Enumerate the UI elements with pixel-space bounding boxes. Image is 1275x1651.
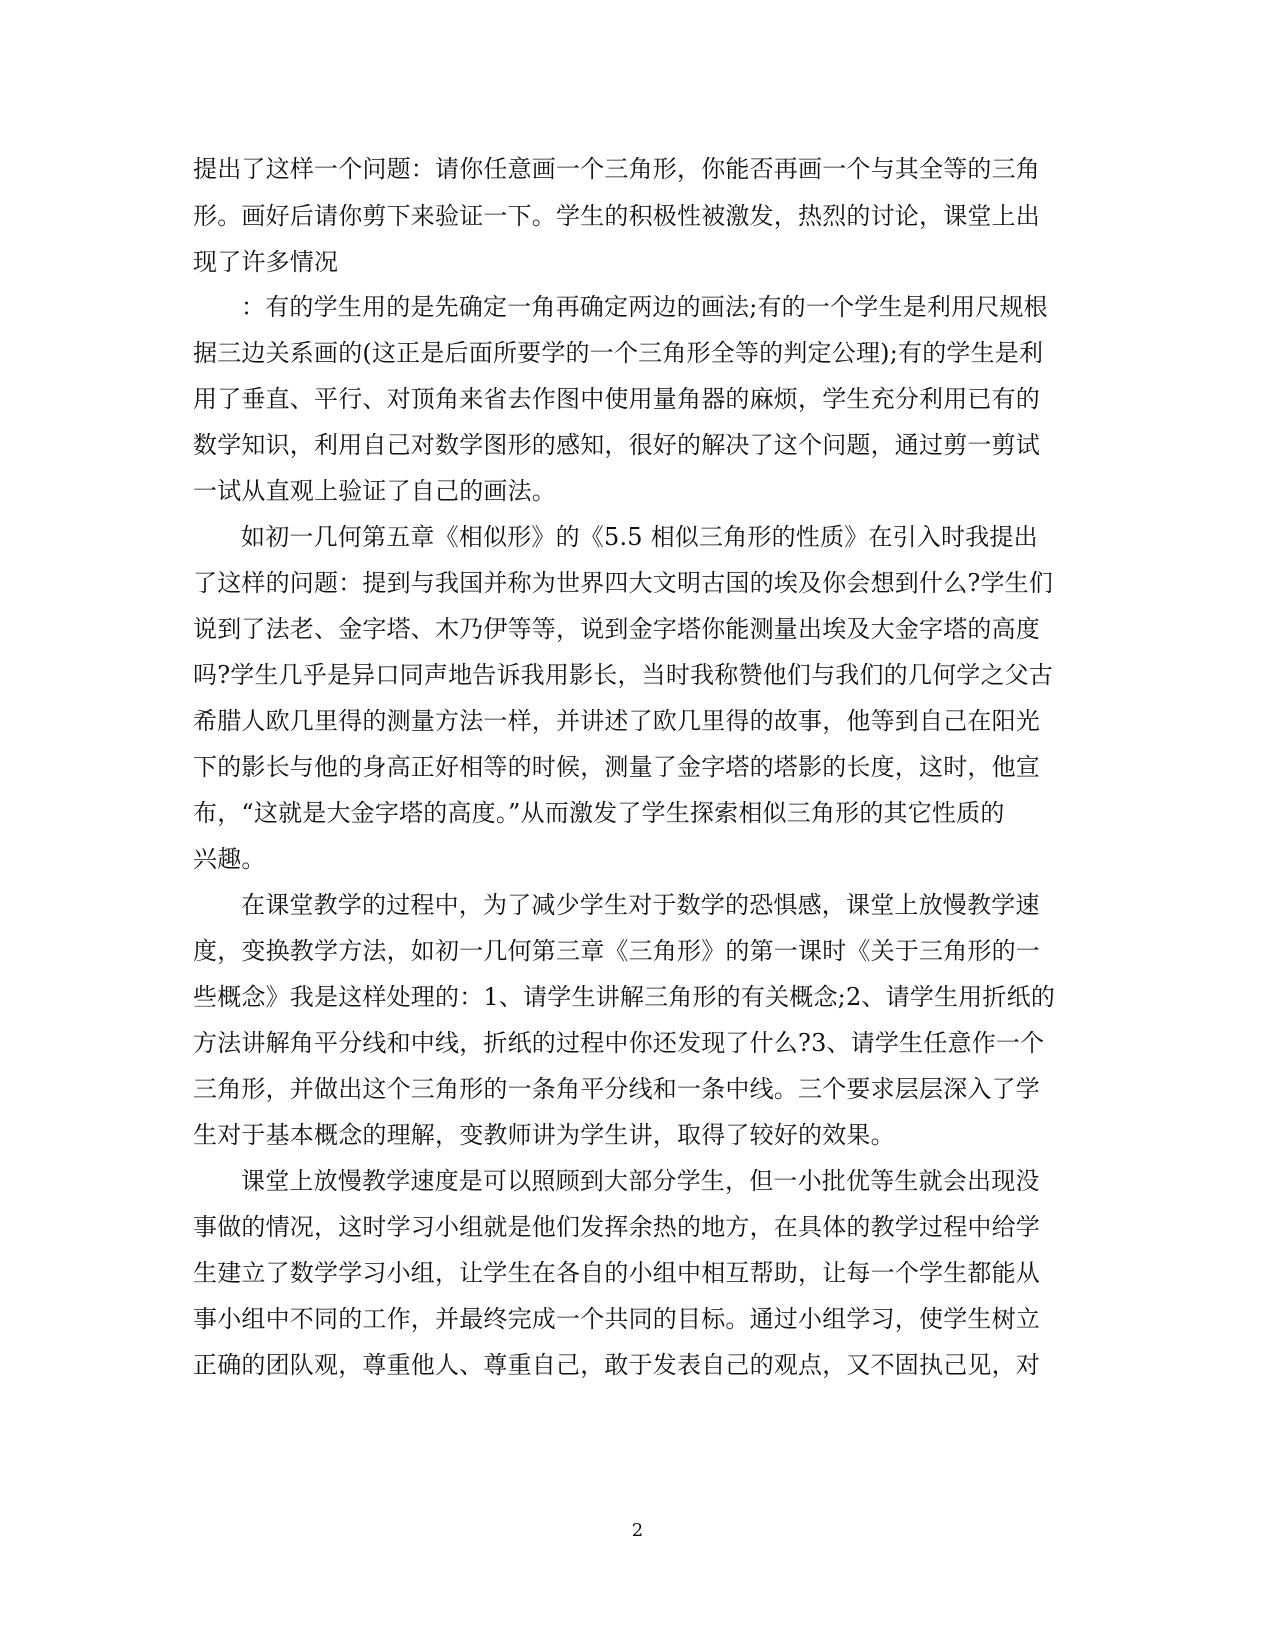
text-line: 形。画好后请你剪下来验证一下。学生的积极性被激发，热烈的讨论，课堂上出 <box>193 202 1040 230</box>
text-line: 说到了法老、金字塔、木乃伊等等，说到金字塔你能测量出埃及大金字塔的高度 <box>193 615 1040 643</box>
text-line: 布，“这就是大金字塔的高度。”从而激发了学生探索相似三角形的其它性质的 <box>193 799 1005 827</box>
text-line: 提出了这样一个问题：请你任意画一个三角形，你能否再画一个与其全等的三角 <box>193 155 1040 183</box>
text-line: 事做的情况，这时学习小组就是他们发挥余热的地方，在具体的教学过程中给学 <box>193 1213 1040 1241</box>
text-line: 数学知识，利用自己对数学图形的感知，很好的解决了这个问题，通过剪一剪试 <box>193 431 1040 459</box>
text-line: 方法讲解角平分线和中线，折纸的过程中你还发现了什么?3、请学生任意作一个 <box>193 1029 1045 1057</box>
text-line: 度，变换教学方法，如初一几何第三章《三角形》的第一课时《关于三角形的一 <box>193 937 1040 965</box>
text-line: 生建立了数学学习小组，让学生在各自的小组中相互帮助，让每一个学生都能从 <box>193 1259 1040 1287</box>
text-line: 兴趣。 <box>193 845 266 873</box>
text-line: 用了垂直、平行、对顶角来省去作图中使用量角器的麻烦，学生充分利用已有的 <box>193 385 1040 413</box>
text-line: ：有的学生用的是先确定一角再确定两边的画法;有的一个学生是利用尺规根 <box>241 293 1048 321</box>
text-line: 现了许多情况 <box>193 248 339 276</box>
page-number: 2 <box>631 1520 644 1541</box>
text-line: 如初一几何第五章《相似形》的《5.5 相似三角形的性质》在引入时我提出 <box>241 523 1038 551</box>
text-line: 希腊人欧几里得的测量方法一样，并讲述了欧几里得的故事，他等到自己在阳光 <box>193 707 1040 735</box>
text-line: 正确的团队观，尊重他人、尊重自己，敢于发表自己的观点，又不固执己见，对 <box>193 1351 1040 1379</box>
text-line: 些概念》我是这样处理的：1、请学生讲解三角形的有关概念;2、请学生用折纸的 <box>193 983 1056 1011</box>
text-line: 据三边关系画的(这正是后面所要学的一个三角形全等的判定公理);有的学生是利 <box>193 339 1044 367</box>
text-line: 下的影长与他的身高正好相等的时候，测量了金字塔的塔影的长度，这时，他宣 <box>193 753 1040 781</box>
text-line: 三角形，并做出这个三角形的一条角平分线和一条中线。三个要求层层深入了学 <box>193 1075 1040 1103</box>
text-line: 在课堂教学的过程中，为了减少学生对于数学的恐惧感，课堂上放慢教学速 <box>241 891 1040 919</box>
text-line: 事小组中不同的工作，并最终完成一个共同的目标。通过小组学习，使学生树立 <box>193 1305 1040 1333</box>
text-line: 一试从直观上验证了自己的画法。 <box>193 477 556 505</box>
text-line: 吗?学生几乎是异口同声地告诉我用影长，当时我称赞他们与我们的几何学之父古 <box>193 661 1054 689</box>
text-line: 课堂上放慢教学速度是可以照顾到大部分学生，但一小批优等生就会出现没 <box>241 1167 1040 1195</box>
text-line: 了这样的问题：提到与我国并称为世界四大文明古国的埃及你会想到什么?学生们 <box>193 569 1054 597</box>
text-line: 生对于基本概念的理解，变教师讲为学生讲，取得了较好的效果。 <box>193 1121 895 1149</box>
